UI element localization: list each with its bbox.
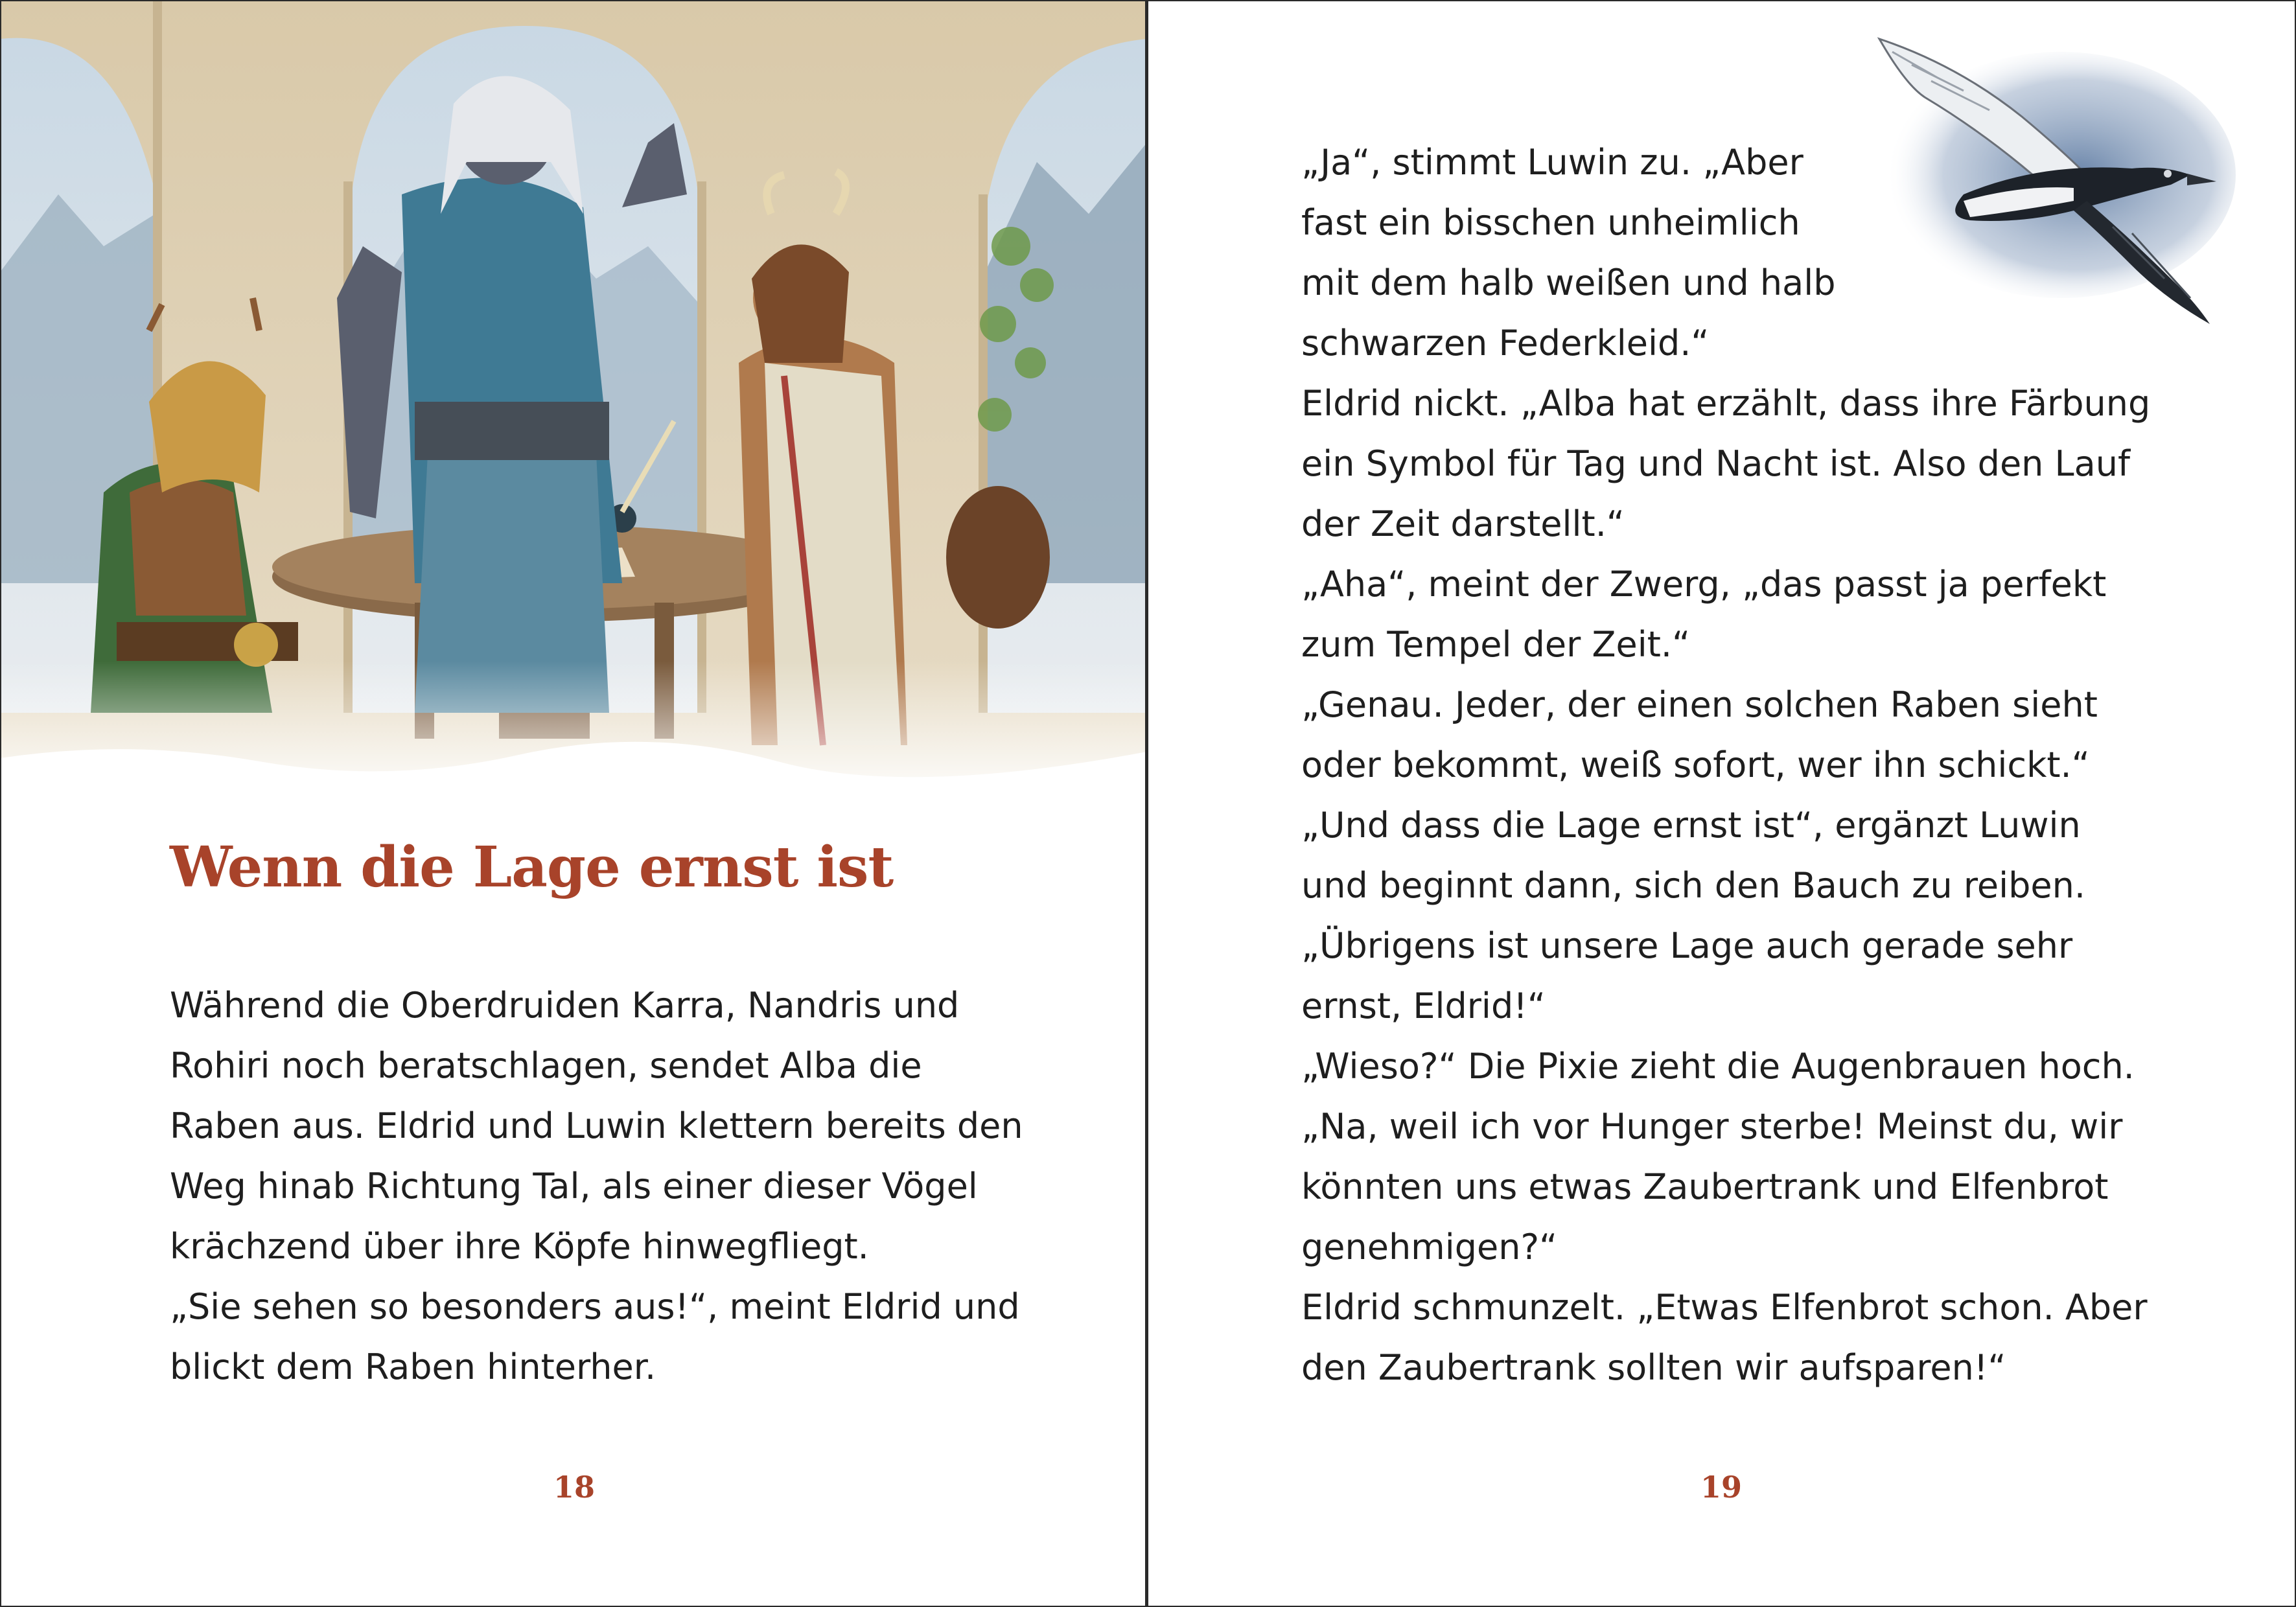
text-line: genehmigen?“: [1301, 1227, 1558, 1267]
text-line: „Genau. Jeder, der einen solchen Raben sieht: [1301, 684, 2098, 725]
text-line: mit dem halb weißen und halb: [1301, 262, 1836, 303]
text-line: Eldrid nickt. „Alba hat erzählt, dass ihre Färbung: [1301, 383, 2151, 424]
text-line: ernst, Eldrid!“: [1301, 986, 1546, 1026]
page-number-right: 19: [1700, 1470, 1742, 1505]
chapter-title: Wenn die Lage ernst ist: [170, 835, 894, 900]
text-line: ein Symbol für Tag und Nacht ist. Also den Lauf: [1301, 443, 2130, 484]
text-line: könnten uns etwas Zaubertrank und Elfenbrot: [1301, 1166, 2109, 1207]
text-line: Weg hinab Richtung Tal, als einer dieser Vögel: [170, 1166, 978, 1207]
text-line: zum Tempel der Zeit.“: [1301, 624, 1691, 665]
text-line: krächzend über ihre Köpfe hinwegfliegt.: [170, 1226, 869, 1267]
text-line: schwarzen Federkleid.“: [1301, 323, 1710, 364]
text-line: „Wieso?“ Die Pixie zieht die Augenbrauen hoch.: [1301, 1046, 2135, 1087]
text-line: blickt dem Raben hinterher.: [170, 1347, 656, 1387]
text-line: und beginnt dann, sich den Bauch zu reiben.: [1301, 865, 2086, 906]
text-line: „Ja“, stimmt Luwin zu. „Aber: [1301, 142, 1803, 183]
text-line: „Sie sehen so besonders aus!“, meint Eldrid und: [170, 1286, 1020, 1327]
text-line: Während die Oberdruiden Karra, Nandris und: [170, 985, 960, 1026]
text-line: Raben aus. Eldrid und Luwin klettern bereits den: [170, 1105, 1023, 1146]
text-line: den Zaubertrank sollten wir aufsparen!“: [1301, 1347, 2006, 1388]
text-line: Rohiri noch beratschlagen, sendet Alba die: [170, 1045, 922, 1086]
text-line: „Aha“, meint der Zwerg, „das passt ja perfekt: [1301, 564, 2107, 605]
text-line: oder bekommt, weiß sofort, wer ihn schickt.“: [1301, 745, 2090, 785]
text-line: „Und dass die Lage ernst ist“, ergänzt Luwin: [1301, 805, 2081, 846]
text-line: „Übrigens ist unsere Lage auch gerade sehr: [1301, 925, 2073, 966]
text-line: fast ein bisschen unheimlich: [1301, 202, 1800, 243]
text-line: Eldrid schmunzelt. „Etwas Elfenbrot schon. Aber: [1301, 1287, 2148, 1328]
text-line: „Na, weil ich vor Hunger sterbe! Meinst du, wir: [1301, 1106, 2123, 1147]
page-number-left: 18: [553, 1470, 595, 1505]
text-line: der Zeit darstellt.“: [1301, 503, 1625, 544]
